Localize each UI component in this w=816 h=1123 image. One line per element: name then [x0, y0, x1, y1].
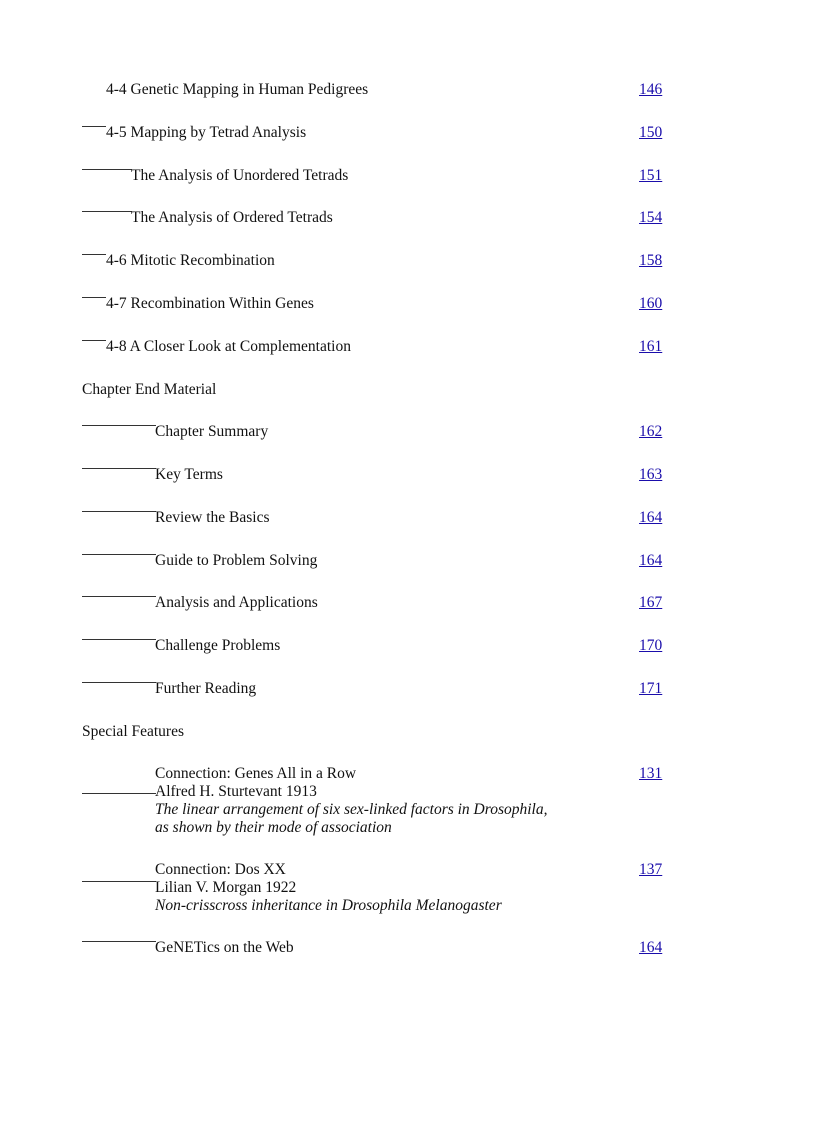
- leader-rule: [82, 468, 156, 469]
- toc-page-link[interactable]: 161: [639, 338, 663, 355]
- chapter-end-heading: Chapter End Material: [82, 381, 217, 398]
- connection-description: Non-crisscross inheritance in Drosophila Melanogaster: [155, 897, 502, 914]
- connection-block: [155, 765, 547, 837]
- toc-entry-title: Key Terms: [155, 466, 223, 483]
- leader-rule: [82, 596, 156, 597]
- toc-entry-title: 4-8 A Closer Look at Complementation: [106, 338, 351, 355]
- leader-rule: [82, 169, 132, 170]
- toc-page-link[interactable]: 162: [639, 423, 663, 440]
- connection-description: as shown by their mode of association: [155, 819, 392, 836]
- toc-entry-title: Further Reading: [155, 680, 257, 697]
- leader-rule: [82, 639, 156, 640]
- toc-page-link[interactable]: 163: [639, 466, 663, 483]
- connection-title: Connection: Dos XX: [155, 861, 286, 878]
- toc-page-link[interactable]: 164: [639, 552, 663, 569]
- leader-rule: [82, 682, 156, 683]
- leader-rule: [82, 511, 156, 512]
- toc-page-link[interactable]: 170: [639, 637, 663, 654]
- toc-entry-title: The Analysis of Ordered Tetrads: [131, 209, 333, 226]
- connection-block: [155, 861, 502, 915]
- connection-author: Lilian V. Morgan 1922: [155, 879, 297, 896]
- toc-entry-title: 4-7 Recombination Within Genes: [106, 295, 314, 312]
- toc-entry-title: 4-6 Mitotic Recombination: [106, 252, 275, 269]
- special-features-heading: Special Features: [82, 723, 185, 740]
- connection-author: Alfred H. Sturtevant 1913: [155, 783, 317, 800]
- toc-page-link[interactable]: 131: [639, 765, 663, 782]
- toc-entry-title: Review the Basics: [155, 509, 270, 526]
- toc-page-link[interactable]: 160: [639, 295, 663, 312]
- toc-page-link[interactable]: 171: [639, 680, 663, 697]
- leader-rule: [82, 793, 156, 794]
- toc-page-link[interactable]: 137: [639, 861, 663, 878]
- toc-entry-title: Guide to Problem Solving: [155, 552, 318, 569]
- leader-rule: [82, 425, 156, 426]
- toc-page-link[interactable]: 151: [639, 167, 663, 184]
- connection-title: Connection: Genes All in a Row: [155, 765, 357, 782]
- leader-rule: [82, 941, 156, 942]
- leader-rule: [82, 340, 106, 341]
- toc-entry-title: 4-5 Mapping by Tetrad Analysis: [106, 124, 307, 141]
- leader-rule: [82, 211, 132, 212]
- leader-rule: [82, 254, 106, 255]
- toc-entry-title: Chapter Summary: [155, 423, 269, 440]
- leader-rule: [82, 297, 106, 298]
- connection-description: The linear arrangement of six sex-linked factors in Drosophila,: [155, 801, 548, 818]
- toc-entry-title: Challenge Problems: [155, 637, 281, 654]
- toc-entry-title: Analysis and Applications: [155, 594, 318, 611]
- leader-rule: [82, 881, 156, 882]
- toc-entry-title: The Analysis of Unordered Tetrads: [131, 167, 349, 184]
- toc-page-link[interactable]: 167: [639, 594, 663, 611]
- toc-page-link[interactable]: 164: [639, 509, 663, 526]
- leader-rule: [82, 554, 156, 555]
- leader-rule: [82, 126, 106, 127]
- toc-entry-title: GeNETics on the Web: [155, 939, 294, 956]
- toc-page-link[interactable]: 146: [639, 81, 663, 98]
- toc-page-link[interactable]: 150: [639, 124, 663, 141]
- toc-page-link[interactable]: 164: [639, 939, 663, 956]
- toc-entry-title: 4-4 Genetic Mapping in Human Pedigrees: [106, 81, 369, 98]
- toc-page-link[interactable]: 158: [639, 252, 663, 269]
- toc-page-link[interactable]: 154: [639, 209, 663, 226]
